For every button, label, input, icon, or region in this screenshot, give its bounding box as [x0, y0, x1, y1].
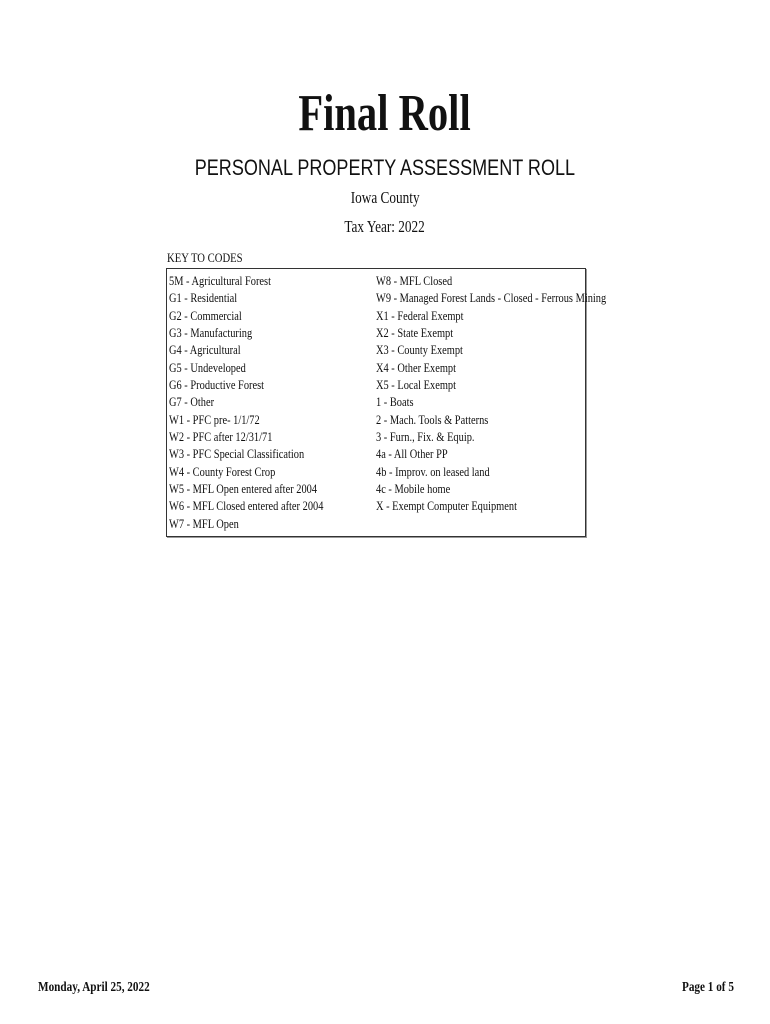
page-title: [0, 84, 770, 143]
code-item: G1 - Residential: [169, 290, 238, 306]
county-text: Iowa County: [350, 188, 420, 207]
code-item: W1 - PFC pre- 1/1/72: [169, 411, 260, 427]
title-text: Final Roll: [298, 85, 472, 142]
code-item: G7 - Other: [169, 394, 215, 410]
subtitle: [0, 155, 770, 181]
codes-box: [166, 268, 607, 537]
codes-right-column: [376, 272, 664, 515]
code-item: 1 - Boats: [376, 394, 414, 410]
tax-year: [0, 217, 770, 237]
code-item: X2 - State Exempt: [376, 325, 454, 341]
code-item: W2 - PFC after 12/31/71: [169, 429, 273, 445]
code-item: X4 - Other Exempt: [376, 359, 457, 375]
footer-date: Monday, April 25, 2022: [38, 980, 150, 995]
code-item: 4a - All Other PP: [376, 446, 448, 462]
code-item: 5M - Agricultural Forest: [169, 273, 271, 288]
key-to-codes-label: KEY TO CODES: [167, 250, 243, 265]
code-item: W6 - MFL Closed entered after 2004: [169, 498, 324, 514]
code-item: G3 - Manufacturing: [169, 325, 253, 341]
code-item: W9 - Managed Forest Lands - Closed - Ferrous Mining: [376, 290, 607, 306]
code-item: X5 - Local Exempt: [376, 377, 456, 393]
code-item: W5 - MFL Open entered after 2004: [169, 481, 318, 497]
code-item: 2 - Mach. Tools & Patterns: [376, 411, 489, 427]
code-item: X - Exempt Computer Equipment: [376, 498, 517, 514]
code-item: W4 - County Forest Crop: [169, 463, 276, 479]
code-item: 3 - Furn., Fix. & Equip.: [376, 429, 475, 445]
code-item: W8 - MFL Closed: [376, 273, 453, 288]
code-item: G4 - Agricultural: [169, 342, 241, 358]
code-item: G5 - Undeveloped: [169, 359, 246, 375]
subtitle-text: PERSONAL PROPERTY ASSESSMENT ROLL: [194, 155, 576, 180]
code-item: G2 - Commercial: [169, 307, 242, 323]
code-item: 4c - Mobile home: [376, 481, 451, 497]
code-item: X1 - Federal Exempt: [376, 307, 464, 323]
tax-year-text: Tax Year: 2022: [344, 217, 426, 236]
code-item: G6 - Productive Forest: [169, 377, 265, 393]
footer-page-number: Page 1 of 5: [682, 980, 734, 995]
codes-left-column: [169, 272, 362, 532]
code-item: X3 - County Exempt: [376, 342, 463, 358]
code-item: W7 - MFL Open: [169, 515, 239, 531]
county: [0, 188, 770, 208]
code-item: W3 - PFC Special Classification: [169, 446, 305, 462]
code-item: 4b - Improv. on leased land: [376, 463, 490, 479]
